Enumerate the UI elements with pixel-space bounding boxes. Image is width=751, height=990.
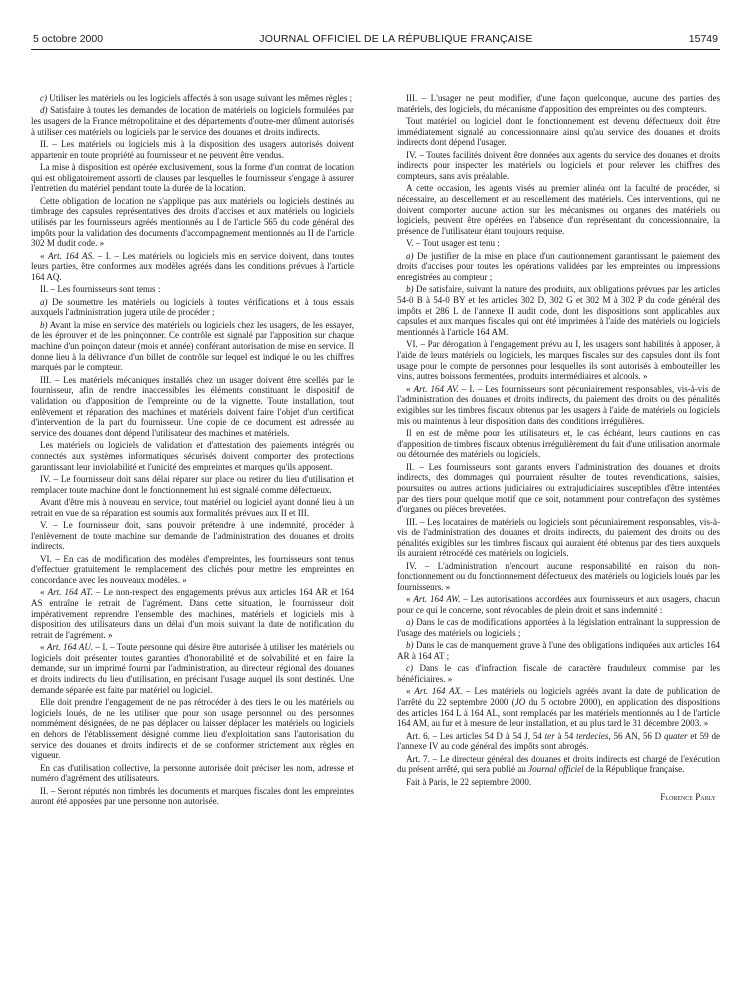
journal-title: JOURNAL OFFICIEL DE LA RÉPUBLIQUE FRANÇAISE bbox=[259, 33, 533, 45]
paragraph: VI. – En cas de modification des modèles d'empreintes, les fournisseurs sont tenus d'effectuer gratuitement le remplacement des clichés pour mettre les empreintes en concordance avec les nouveaux modèles. » bbox=[31, 553, 354, 585]
paragraph: « Art. 164 AW. – Les autorisations accordées aux fournisseurs et aux usagers, chacun pour ce qui le concerne, sont révocables de plein droit et sans indemnité : bbox=[397, 594, 720, 616]
paragraph: II. – Les matériels ou logiciels mis à la disposition des usagers autorisés doivent appartenir en toute propriété au fournisseur et ne peuvent être vendus. bbox=[31, 139, 354, 160]
paragraph: b) De satisfaire, suivant la nature des produits, aux obligations prévues par les articles 54-0 B à 54-0 BY et les articles 302 D, 302 G et 302 M à 302 P du code général des impôts et 286 L de l'annexe II audit code, dont les dispositions sont applicables aux capsules et aux marques fiscales qui ont été imprimées à l'aide des matériels ou logiciels mentionnés à l'article 164 AM. bbox=[397, 284, 720, 337]
paragraph: c) Utiliser les matériels ou les logiciels affectés à son usage suivant les mêmes règles ; bbox=[40, 93, 353, 103]
paragraph: IV. – Toutes facilités doivent être données aux agents du service des douanes et droits indirects pour inspecter les matériels ou logiciels et pour relever les chiffres des compteurs, sans avis préalable. bbox=[397, 149, 720, 181]
paragraph: b) Dans le cas de manquement grave à l'une des obligations indiquées aux articles 164 AR à 164 AT ; bbox=[397, 640, 720, 662]
paragraph: « Art. 164 AT. – Le non-respect des engagements prévus aux articles 164 AR et 164 AS entraîne le retrait de l'agrément. Dans cette situation, le fournisseur doit impérativement reprendre l'ensemble des machines, matériels et logiciels mis à disposition des utilisateurs dans un délai d'un mois suivant la date de notification du retrait de l'agrément. » bbox=[31, 587, 354, 640]
paragraph: III. – L'usager ne peut modifier, d'une façon quelconque, aucune des parties des matériels, des logiciels, du mécanisme d'apposition des empreintes ou des compteurs. bbox=[397, 93, 720, 114]
paragraph: IV. – Le fournisseur doit sans délai réparer sur place ou retirer du lieu d'utilisation et remplacer toute machine dont le fonctionnement lui est signalé comme défectueux. bbox=[31, 473, 354, 495]
left-column bbox=[31, 93, 354, 809]
paragraph: Tout matériel ou logiciel dont le fonctionnement est devenu défectueux doit être immédiatement signalé au concessionnaire ainsi qu'au service des douanes et droits indirects dont dépend l'usager. bbox=[397, 116, 720, 148]
paragraph: Il en est de même pour les utilisateurs et, le cas échéant, leurs cautions en cas d'apposition de timbres fiscaux obtenus irrégulièrement du fait d'une utilisation anormale ou détournée des matériels ou logiciels. bbox=[397, 427, 720, 460]
paragraph: III. – Les matériels mécaniques installés chez un usager doivent être scellés par le fournisseur, afin de rendre inaccessibles les éléments constituant le dispositif de validation ou d'apposition de l'empreinte ou de la vignette. Toute installation, tout enlèvement et réparation des machines et matériels doivent faire l'objet d'un certificat d'intervention de la part du fournisseur. Une copie de ce document est adressée au service des douanes dont dépend l'utilisateur des machines et matériels. bbox=[31, 374, 354, 438]
page-header bbox=[31, 33, 720, 50]
paragraph: II. – Seront réputés non timbrés les documents et marques fiscales dont les empreintes auront été apposées par une personne non autorisée. bbox=[31, 785, 354, 807]
paragraph: Art. 7. – Le directeur général des douanes et droits indirects est chargé de l'exécution du présent arrêté, qui sera publié au Journal officiel de la République française. bbox=[397, 753, 720, 775]
paragraph: V. – Tout usager est tenu : bbox=[406, 238, 500, 249]
paragraph: II. – Les fournisseurs sont tenus : bbox=[40, 284, 161, 295]
paragraph: a) Dans le cas de modifications apportées à la législation entraînant la suppression de l'usage des matériels ou logiciels ; bbox=[397, 617, 720, 639]
paragraph: d) Satisfaire à toutes les demandes de location de matériels ou logiciels formulées par les usagers de la France métropolitaine et des départements d'outre-mer dûment autorisés à utiliser ces matériels ou logiciels par le service des douanes et droits indirects. bbox=[31, 105, 354, 137]
paragraph: a) De soumettre les matériels ou logiciels à toutes vérifications et à tous essais auxquels l'administration jugera utile de procéder ; bbox=[31, 296, 354, 318]
paragraph: Elle doit prendre l'engagement de ne pas rétrocéder à des tiers le ou les matériels ou logiciels loués, de ne les utiliser que pour son usage personnel ou des personnes nommément désignées, de ne pas déplacer ou laisser déplacer les matériels ou logiciels en dehors de l'établissement désigné comme lieu d'exploitation sans l'autorisation du service des douanes et droits indirects et de se conformer strictement aux règles en vigueur. bbox=[31, 697, 354, 761]
paragraph: IV. – L'administration n'encourt aucune responsabilité en raison du non-fonctionnement ou du fonctionnement défectueux des matériels ou logiciels loués par les fournisseurs. » bbox=[397, 560, 720, 593]
paragraph: Les matériels ou logiciels de validation et d'attestation des paiements intégrés ou connectés aux systèmes informatiques sécurisés doivent comporter des protections garantissant leur inviolabilité et l'unicité des empreintes et marques qu'ils apposent. bbox=[31, 440, 354, 472]
paragraph: Fait à Paris, le 22 septembre 2000. bbox=[406, 776, 532, 787]
paragraph: « Art. 164 AS. – I. – Les matériels ou logiciels mis en service doivent, dans toutes leurs parties, être conformes aux modèles agréés dans les conditions prévues à l'article 164 AQ. bbox=[31, 250, 354, 282]
paragraph: « Art. 164 AV. – I. – Les fournisseurs sont pécuniairement responsables, vis-à-vis de l'administration des douanes et droits indirects, du paiement des droits ou des pénalités exigibles sur les timbres fiscaux obtenus par les usagers à l'aide de matériels ou logiciels mis ou maintenus à leur disposition dans des conditions irrégulières. bbox=[397, 383, 720, 426]
paragraph: « Art. 164 AU. – I. – Toute personne qui désire être autorisée à utiliser les matériels ou logiciels doit présenter toutes garanties d'honorabilité et de solvabilité et en faire la demande, sur un imprimé fourni par l'administration, au directeur régional des douanes et droits indirects du lieu d'utilisation, en précisant l'usage auquel ils sont destinés. Une demande séparée est faite par matériel ou logiciel. bbox=[31, 642, 355, 695]
right-column bbox=[397, 93, 720, 809]
paragraph: c) Dans le cas d'infraction fiscale de caractère frauduleux commise par les bénéficiaires. » bbox=[397, 663, 720, 685]
paragraph: « Art. 164 AX. – Les matériels ou logiciels agréés avant la date de publication de l'arrêté du 22 septembre 2000 (JO du 5 octobre 2000), en application des dispositions des articles 164 L à 164 AL, sont remplacés par les matériels mentionnés au I de l'article 164 AM, au fur et à mesure de leur installation, et au plus tard le 31 décembre 2003. » bbox=[397, 686, 720, 729]
paragraph: Cette obligation de location ne s'applique pas aux matériels ou logiciels destinés au timbrage des capsules représentatives des droits d'accises et aux matériels ou logiciels utilisés par les fournisseurs agréés mentionnés au I de l'article 565 du code général des impôts pour la validation des documents d'accompagnement mentionnés au II de l'article 302 M dudit code. » bbox=[31, 195, 354, 249]
paragraph: A cette occasion, les agents visés au premier alinéa ont la faculté de procéder, si nécessaire, au descellement et au rescellement des matériels. Ces interventions, qui ne doivent comporter aucune action sur les mécanismes ou organes des matériels ou logiciels, peuvent être opérées en l'absence d'un représentant du concessionnaire, la présence de l'utilisateur étant toujours requise. bbox=[397, 183, 720, 236]
page-number: 15749 bbox=[688, 33, 718, 45]
paragraph: II. – Les fournisseurs sont garants envers l'administration des douanes et droits indirects, des dommages qui pourraient résulter de toutes revendications, saisies, poursuites ou autres actions judiciaires ou extrajudiciaires susceptibles d'être intentées par des tiers pour quelque motif que ce soit, notamment pour contrefaçon des systèmes d'organes ou pièces brevetées. bbox=[397, 461, 720, 515]
paragraph: V. – Le fournisseur doit, sans pouvoir prétendre à une indemnité, procéder à l'enlèvement de toute machine sur demande de l'administration des douanes et droits indirects. bbox=[31, 519, 354, 552]
paragraph: Art. 6. – Les articles 54 D à 54 J, 54 ter à 54 terdecies, 56 AN, 56 D quater et 59 de l'annexe IV au code général des impôts sont abrogés. bbox=[397, 730, 720, 752]
paragraph: III. – Les locataires de matériels ou logiciels sont pécuniairement responsables, vis-à-vis de l'administration des douanes et droits indirects, du paiement des droits ou des pénalités exigibles sur les timbres fiscaux qui auraient été obtenus par des tiers auxquels ils auraient rétrocédé ces matériels ou logiciels. bbox=[397, 516, 720, 559]
text-columns bbox=[31, 93, 720, 809]
paragraph: VI. – Par dérogation à l'engagement prévu au I, les usagers sont habilités à apposer, à l'aide de leurs matériels ou logiciels, les marques fiscales sur des capsules dont ils font usage pour le compte de personnes pour lesquelles ils sont autorisés à embouteiller les vins, autres boissons fermentées, produits intermédiaires et alcools. » bbox=[397, 339, 720, 382]
paragraph: La mise à disposition est opérée exclusivement, sous la forme d'un contrat de location qui est obligatoirement assorti de clauses par lesquelles le fournisseur s'engage à assurer l'entretien du matériel pendant toute la durée de la location. bbox=[31, 162, 354, 194]
paragraph: b) Avant la mise en service des matériels ou logiciels chez les usagers, de les essayer, de les éprouver et de les poinçonner. Ce contrôle est signalé par l'apposition sur chaque machine d'un poinçon dateur (mois et année) conférant autorisation de mise en service. Il donne lieu à la délivrance d'un billet de contrôle sur lequel est indiqué le ou les chiffres marqués par le compteur. bbox=[31, 319, 354, 373]
signature: Florence Parly bbox=[660, 792, 716, 803]
issue-date: 5 octobre 2000 bbox=[33, 33, 104, 45]
paragraph: Avant d'être mis à nouveau en service, tout matériel ou logiciel ayant donné lieu à un retrait en vue de sa réparation est soumis aux formalités prévues aux II et III. bbox=[31, 496, 354, 518]
paragraph: a) De justifier de la mise en place d'un cautionnement garantissant le paiement des droits d'accises pour toutes les opérations validées par les empreintes ou impressions enregistrées au compteur ; bbox=[397, 250, 720, 282]
paragraph: En cas d'utilisation collective, la personne autorisée doit préciser les nom, adresse et numéro d'agrément des utilisateurs. bbox=[31, 762, 354, 784]
